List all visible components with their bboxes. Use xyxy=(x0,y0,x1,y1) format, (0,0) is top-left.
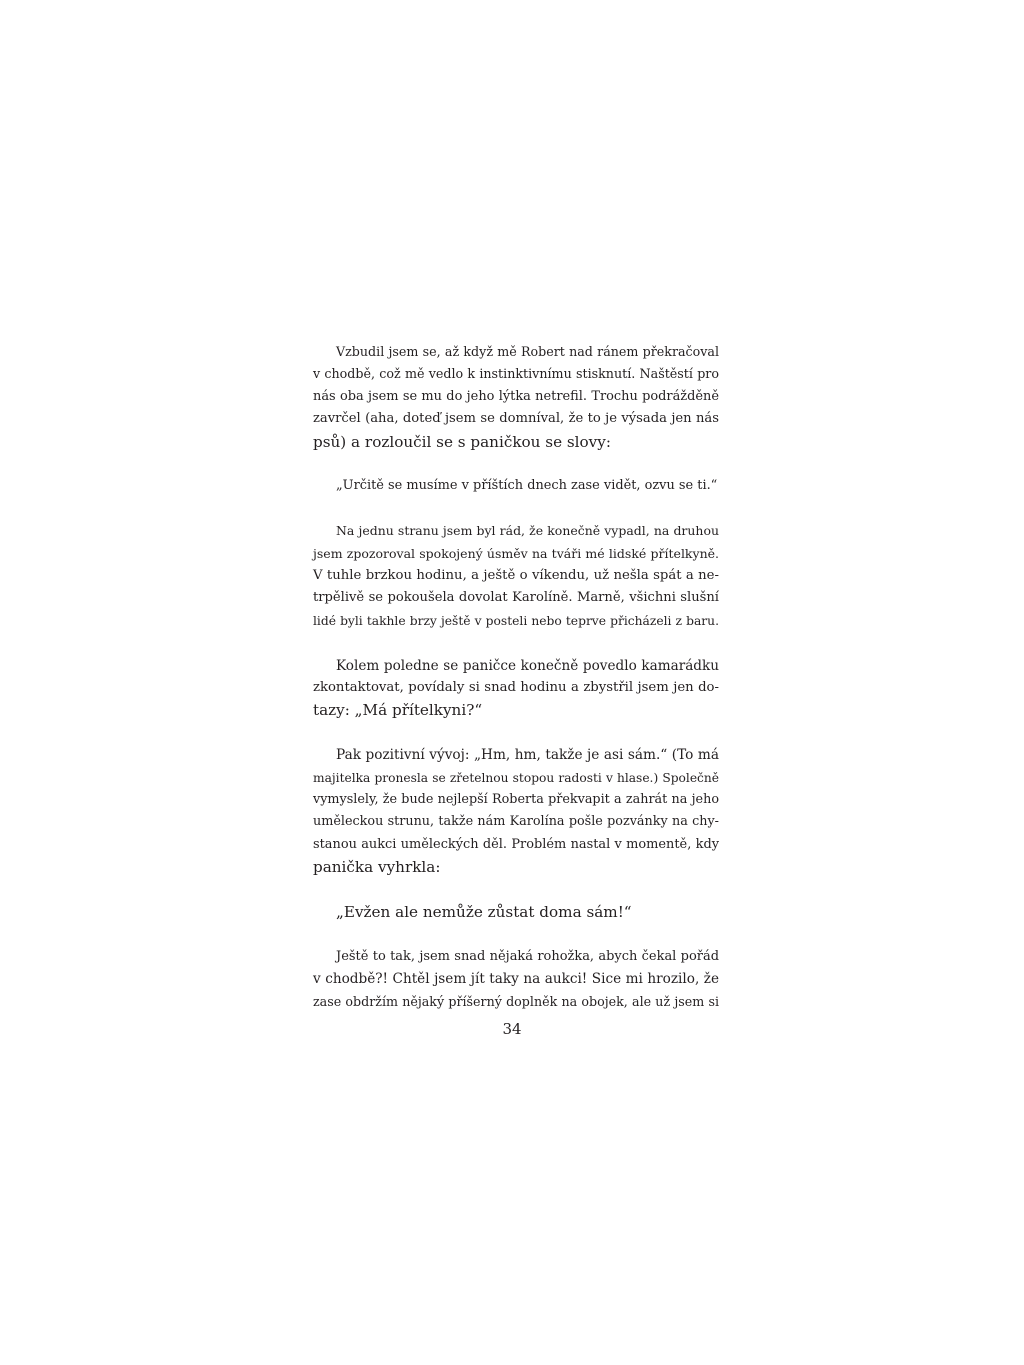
text-line: nás oba jsem se mu do jeho lýtka netrefil. Trochu podrážděně xyxy=(313,388,719,404)
text-line: Pak pozitivní vývoj: „Hm, hm, takže je asi sám.“ (To má xyxy=(336,747,719,764)
text-line: vymyslely, že bude nejlepší Roberta překvapit a zahrát na jeho xyxy=(313,792,719,808)
text-line: Kolem poledne se paničce konečně povedlo kamarádku xyxy=(336,657,719,674)
text-line: majitelka pronesla se zřetelnou stopou radosti v hlase.) Společně xyxy=(313,770,719,785)
body-text xyxy=(313,341,719,1013)
text-line: Vzbudil jsem se, až když mě Robert nad ránem překračoval xyxy=(336,344,719,359)
paragraph xyxy=(313,901,719,923)
text-line: v chodbě?! Chtěl jsem jít taky na aukci! Sice mi hrozilo, že xyxy=(313,971,719,988)
paragraph xyxy=(313,341,719,453)
text-line: v chodbě, což mě vedlo k instinktivnímu stisknutí. Naštěstí pro xyxy=(313,366,719,382)
text-line: zkontaktovat, povídaly si snad hodinu a zbystřil jsem jen do- xyxy=(313,680,719,696)
text-line: „Evžen ale nemůže zůstat doma sám!“ xyxy=(336,903,632,922)
text-line: tazy: „Má přítelkyni?“ xyxy=(313,701,483,720)
text-line: „Určitě se musíme v příštích dnech zase vidět, ozvu se ti.“ xyxy=(336,478,718,494)
text-line: trpělivě se pokoušela dovolat Karolíně. Marně, všichni slušní xyxy=(313,590,719,606)
text-line: Ještě to tak, jsem snad nějaká rohožka, abych čekal pořád xyxy=(336,948,719,964)
text-line: Na jednu stranu jsem byl rád, že konečně vypadl, na druhou xyxy=(336,523,719,539)
paragraph xyxy=(313,520,719,632)
paragraph xyxy=(313,744,719,878)
text-line: V tuhle brzkou hodinu, a ještě o víkendu, už nešla spát a ne- xyxy=(313,568,719,584)
paragraph xyxy=(313,475,719,497)
text-line: lidé byli takhle brzy ještě v posteli nebo teprve přicházeli z baru. xyxy=(313,613,719,628)
text-line: psů) a rozloučil se s paničkou se slovy: xyxy=(313,432,611,451)
text-line: jsem zpozoroval spokojený úsměv na tváři mé lidské přítelkyně. xyxy=(313,545,719,561)
page-number: 34 xyxy=(502,1020,522,1038)
text-line: zavrčel (aha, doteď jsem se domníval, že to je výsada jen nás xyxy=(313,411,719,427)
text-line: zase obdržím nějaký příšerný doplněk na obojek, ale už jsem si xyxy=(313,993,719,1009)
paragraph xyxy=(313,655,719,722)
text-line: panička vyhrkla: xyxy=(313,858,441,877)
paragraph xyxy=(313,946,719,1013)
text-line: stanou aukci uměleckých děl. Problém nastal v momentě, kdy xyxy=(313,836,719,852)
text-line: uměleckou strunu, takže nám Karolína pošle pozvánky na chy- xyxy=(313,814,719,830)
